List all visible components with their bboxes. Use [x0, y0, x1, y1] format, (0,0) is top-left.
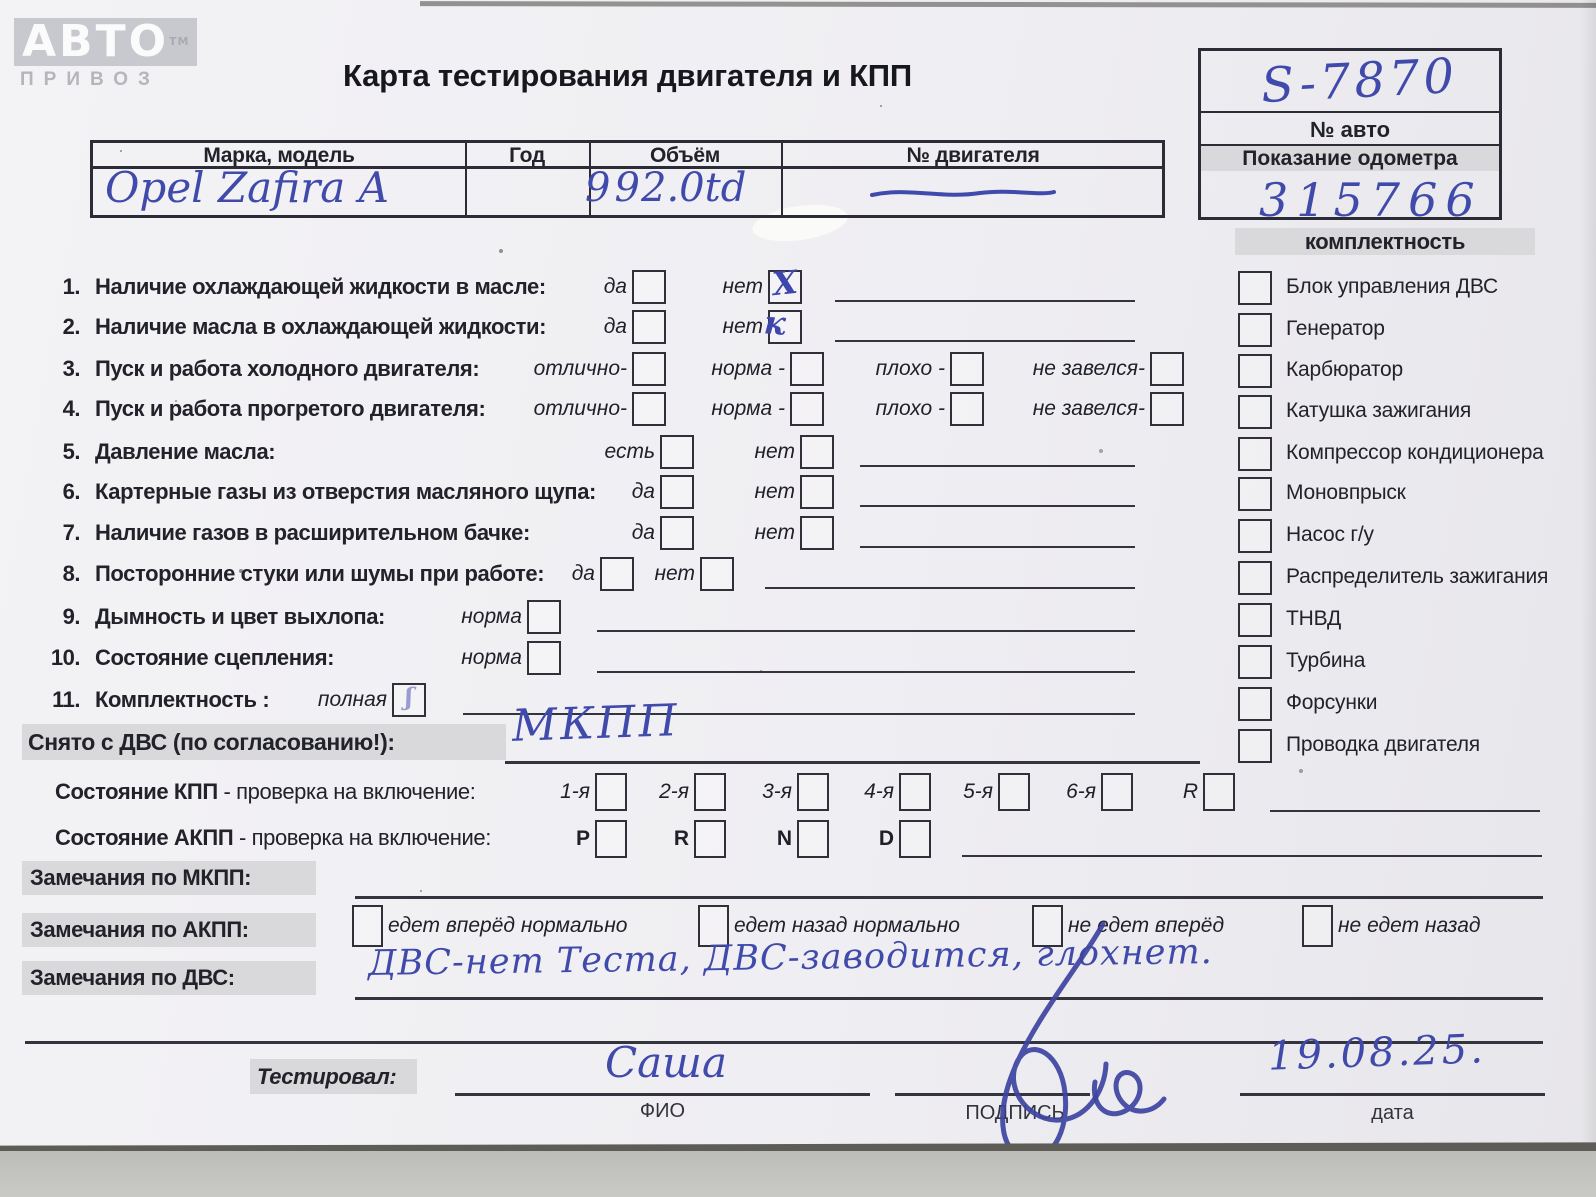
checkbox-ignition-coil[interactable] — [1238, 395, 1272, 429]
faint-pen-mark: ʃ — [405, 681, 413, 711]
checkbox-gear-1[interactable] — [560, 773, 627, 811]
row-number: 10. — [50, 645, 80, 670]
option-label: нет — [754, 440, 795, 463]
option-label: да — [631, 521, 655, 544]
scan-top-edge — [420, 1, 1596, 8]
option-label: норма - — [711, 397, 785, 420]
write-line[interactable] — [1270, 810, 1540, 812]
checkbox-injection-pump[interactable] — [1238, 603, 1272, 637]
odometer-label: Показание одометра — [1201, 144, 1499, 171]
checkbox-excellent-4[interactable] — [533, 392, 666, 426]
checkbox-gear-n[interactable] — [776, 820, 829, 858]
checkbox-no-6[interactable] — [754, 475, 834, 509]
volume-handwritten: 2.0td — [641, 165, 747, 211]
checkbox-nostart-3[interactable] — [1032, 352, 1184, 386]
checkbox-bad-3[interactable] — [875, 352, 984, 386]
car-number-handwritten: S-7870 — [1259, 47, 1460, 115]
checkbox-no-backward[interactable] — [1302, 905, 1481, 947]
option-label: плохо - — [875, 397, 945, 420]
car-number-label: № авто — [1201, 111, 1499, 144]
checkbox-gear-3[interactable] — [762, 773, 829, 811]
row-number: 9. — [62, 604, 80, 629]
gear-label: N — [776, 827, 792, 850]
akpp-label-bold: Состояние АКПП — [55, 825, 234, 850]
checkbox-injectors[interactable] — [1238, 687, 1272, 721]
checkbox-no-1[interactable] — [722, 262, 802, 304]
checkbox-no-8[interactable] — [654, 557, 734, 591]
completeness-item: Карбюратор — [1286, 358, 1404, 381]
checkbox-yes-5[interactable] — [604, 435, 694, 469]
gear-label: 6-я — [1066, 780, 1096, 803]
option-label: норма — [461, 605, 522, 628]
row-number: 1. — [62, 274, 80, 299]
gear-label: 2-я — [659, 780, 689, 803]
write-line[interactable] — [597, 671, 1135, 673]
checkbox-yes-8[interactable] — [571, 557, 634, 591]
checkbox-no-2[interactable] — [722, 303, 802, 344]
option-label: нет — [754, 521, 795, 544]
gear-label: R — [1182, 780, 1198, 803]
option-label: да — [631, 480, 655, 503]
row-number: 8. — [62, 561, 80, 586]
completeness-item: Катушка зажигания — [1286, 399, 1472, 422]
completeness-item: Генератор — [1286, 317, 1385, 340]
date-handwritten: 19.08.25. — [1267, 1026, 1487, 1080]
gear-label: 3-я — [762, 780, 792, 803]
checkbox-drives-forward[interactable] — [352, 905, 628, 947]
col-volume: Объём — [649, 144, 721, 167]
logo-subtext: ПРИВОЗ — [20, 69, 160, 90]
checkbox-yes-1[interactable] — [603, 270, 666, 304]
brand-handwritten: Opel Zafira A — [105, 163, 389, 212]
checkbox-bad-4[interactable] — [875, 392, 984, 426]
kpp-label-bold: Состояние КПП — [55, 779, 218, 804]
option-label: плохо - — [875, 357, 945, 380]
odometer-handwritten: 315766 — [1259, 173, 1483, 227]
checkbox-yes-6[interactable] — [631, 475, 694, 509]
checkbox-gear-r[interactable] — [1182, 773, 1235, 811]
option-label: не едет вперёд — [1068, 914, 1225, 937]
remarks-akpp-label: Замечания по АКПП: — [22, 913, 316, 947]
checkbox-excellent-3[interactable] — [533, 352, 666, 386]
tester-name-handwritten: Саша — [605, 1038, 728, 1087]
row-label: Комплектность : — [95, 687, 270, 712]
row-label: Наличие масла в охлаждающей жидкости: — [95, 314, 547, 339]
tested-by-label: Тестировал: — [250, 1059, 417, 1094]
option-label: полная — [317, 688, 387, 711]
fio-caption: ФИО — [639, 1100, 686, 1122]
write-line[interactable] — [355, 896, 1543, 899]
option-label: не завелся- — [1032, 357, 1145, 380]
row-label: Наличие охлаждающей жидкости в масле: — [95, 274, 546, 299]
row-label: Пуск и работа холодного двигателя: — [95, 356, 480, 381]
option-label: нет — [722, 315, 763, 338]
option-label: не едет назад — [1338, 914, 1481, 937]
car-number-box — [1198, 47, 1502, 227]
write-line[interactable] — [765, 587, 1135, 589]
checkbox-generator[interactable] — [1238, 313, 1272, 347]
write-line[interactable] — [505, 761, 1200, 764]
gear-label: P — [575, 827, 590, 850]
trademark-mark: ТМ — [169, 35, 190, 48]
checkbox-carburetor[interactable] — [1238, 354, 1272, 388]
remarks-mkpp-label: Замечания по МКПП: — [22, 861, 316, 895]
removed-from-engine-label: Снято с ДВС (по согласованию!): — [22, 724, 506, 760]
row-label: Дымность и цвет выхлопа: — [95, 604, 385, 629]
kpp-state-label — [55, 779, 475, 805]
checkbox-gear-r2[interactable] — [673, 820, 726, 858]
gear-label: 5-я — [963, 780, 993, 803]
akpp-label-rest: - проверка на включение: — [233, 825, 491, 850]
checkbox-full-11[interactable] — [317, 681, 426, 717]
remarks-dvs-label: Замечания по ДВС: — [22, 961, 316, 995]
checkbox-yes-2[interactable] — [603, 310, 666, 344]
row-number: 5. — [62, 439, 80, 464]
checkbox-norm-9[interactable] — [461, 600, 561, 634]
row-number: 2. — [62, 314, 80, 339]
checkbox-yes-7[interactable] — [631, 516, 694, 550]
checkbox-engine-wiring[interactable] — [1238, 729, 1272, 763]
checkbox-gear-4[interactable] — [864, 773, 931, 811]
row-label: Состояние сцепления: — [95, 645, 335, 670]
write-line[interactable] — [860, 505, 1135, 507]
write-line[interactable] — [455, 1093, 870, 1096]
completeness-item: Проводка двигателя — [1286, 733, 1480, 756]
completeness-item: ТНВД — [1286, 607, 1341, 630]
completeness-item: Насос г/у — [1286, 523, 1374, 546]
completeness-header: комплектность — [1235, 228, 1535, 255]
row-label: Картерные газы из отверстия масляного щупа: — [95, 479, 596, 504]
gear-label: 1-я — [560, 780, 590, 803]
checkbox-ecu[interactable] — [1238, 271, 1272, 305]
option-label: есть — [604, 440, 655, 463]
option-label: не завелся- — [1032, 397, 1145, 420]
col-brand: Марка, модель — [203, 144, 355, 167]
akpp-state-label — [55, 825, 491, 851]
form-title: Карта тестирования двигателя и КПП — [343, 58, 912, 93]
gear-label: D — [878, 827, 894, 850]
col-year: Год — [509, 144, 545, 167]
option-label: норма — [461, 646, 522, 669]
scanner-background — [0, 1151, 1596, 1197]
checkbox-norm-3[interactable] — [711, 352, 824, 386]
completeness-item: Блок управления ДВС — [1286, 275, 1499, 298]
row-label: Пуск и работа прогретого двигателя: — [95, 396, 486, 421]
engine-number-dash — [868, 185, 1058, 203]
checkbox-gear-5[interactable] — [963, 773, 1030, 811]
col-engine-number: № двигателя — [906, 144, 1040, 167]
checkbox-ac-compressor[interactable] — [1238, 437, 1272, 471]
checkbox-distributor[interactable] — [1238, 561, 1272, 595]
write-line[interactable] — [860, 465, 1135, 467]
paper-right-edge — [1580, 0, 1596, 1197]
handwritten-k-mark: к — [762, 303, 788, 343]
row-number: 11. — [52, 687, 80, 712]
gear-label: R — [673, 827, 689, 850]
completeness-item: Турбина — [1286, 649, 1366, 672]
removed-handwritten: МКПП — [511, 695, 681, 752]
write-line[interactable] — [860, 546, 1135, 548]
checkbox-no-7[interactable] — [754, 516, 834, 550]
checkbox-gear-2[interactable] — [659, 773, 726, 811]
completeness-item: Компрессор кондиционера — [1286, 441, 1544, 464]
remarks-dvs-handwritten: ДВС-нет Теста, ДВС-заводится, глохнет. — [367, 932, 1214, 984]
date-caption: дата — [1371, 1102, 1414, 1124]
option-label: норма - — [711, 357, 785, 380]
option-label: нет — [754, 480, 795, 503]
write-line[interactable] — [835, 300, 1135, 302]
gear-label: 4-я — [864, 780, 894, 803]
option-label: нет — [654, 562, 695, 585]
kpp-label-rest: - проверка на включение: — [217, 779, 476, 804]
option-label: нет — [722, 275, 763, 298]
completeness-item: Форсунки — [1286, 691, 1378, 714]
option-label: отлично- — [533, 397, 627, 420]
option-label: да — [571, 562, 595, 585]
option-label: да — [603, 315, 627, 338]
checkbox-gear-d[interactable] — [878, 820, 931, 858]
row-label: Давление масла: — [95, 439, 276, 464]
vehicle-table — [90, 140, 1165, 218]
year-handwritten: 99 — [585, 165, 644, 211]
checkbox-gear-6[interactable] — [1066, 773, 1133, 811]
row-label: Посторонние стуки или шумы при работе: — [95, 561, 545, 586]
row-number: 7. — [62, 520, 80, 545]
row-number: 3. — [62, 356, 80, 381]
option-label: едет назад нормально — [734, 914, 960, 937]
write-line[interactable] — [597, 630, 1135, 632]
completeness-item: Моновпрыск — [1286, 481, 1406, 504]
handwritten-x-mark: Х — [770, 262, 800, 304]
checkbox-nostart-4[interactable] — [1032, 392, 1184, 426]
option-label: да — [603, 275, 627, 298]
checkbox-norm-4[interactable] — [711, 392, 824, 426]
option-label: едет вперёд нормально — [388, 914, 628, 937]
write-line[interactable] — [1240, 1093, 1545, 1096]
signature-caption: ПОДПИСЬ — [965, 1102, 1065, 1124]
option-label: отлично- — [533, 357, 627, 380]
checkbox-norm-10[interactable] — [461, 641, 561, 675]
row-number: 4. — [62, 396, 80, 421]
checkbox-power-steering-pump[interactable] — [1238, 519, 1272, 553]
checkbox-turbine[interactable] — [1238, 645, 1272, 679]
row-number: 6. — [62, 479, 80, 504]
write-line[interactable] — [835, 340, 1135, 342]
checkbox-no-5[interactable] — [754, 435, 834, 469]
write-line[interactable] — [962, 855, 1542, 857]
logo-text: АВТО — [22, 16, 170, 67]
completeness-item: Распределитель зажигания — [1286, 565, 1549, 588]
row-label: Наличие газов в расширительном бачке: — [95, 520, 530, 545]
checkbox-monoinjection[interactable] — [1238, 477, 1272, 511]
checkbox-gear-p[interactable] — [575, 820, 627, 858]
